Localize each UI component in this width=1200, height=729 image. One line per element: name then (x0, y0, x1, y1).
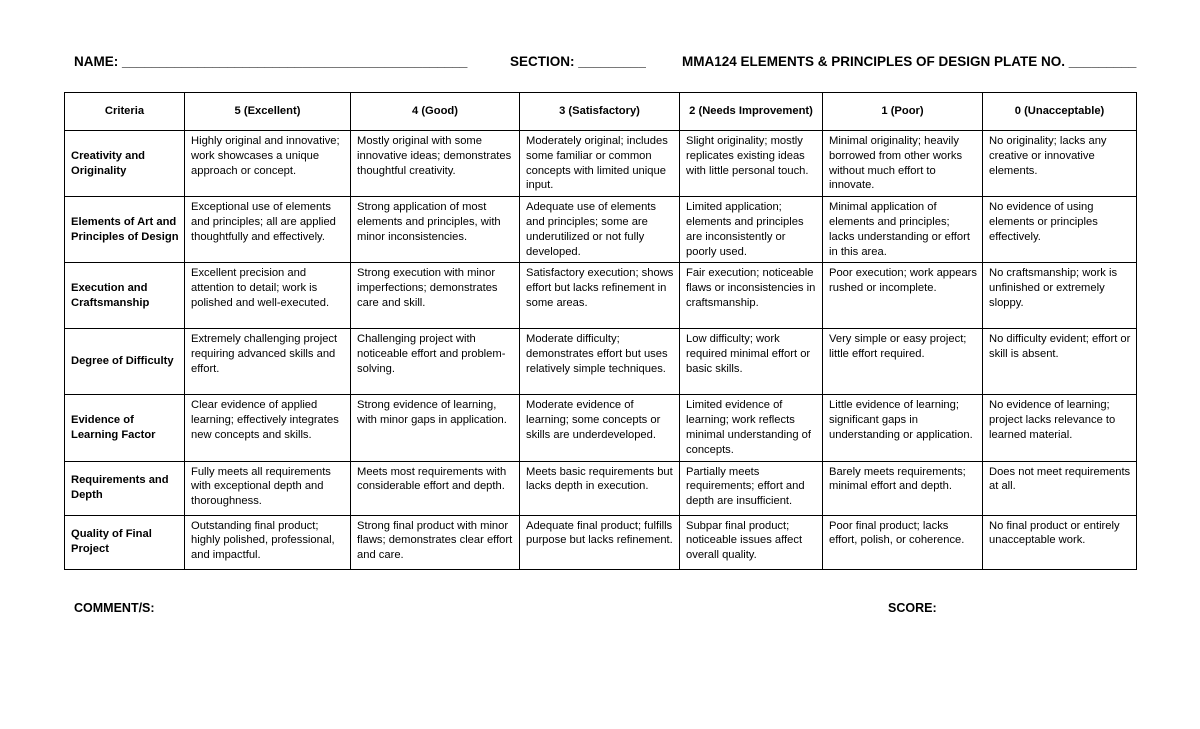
column-header: 5 (Excellent) (185, 93, 351, 131)
table-header-row (65, 93, 1137, 131)
table-cell: Strong final product with minor flaws; demonstrates clear effort and care. (351, 515, 520, 569)
criteria-cell: Creativity and Originality (65, 131, 185, 197)
table-cell: Moderate evidence of learning; some concepts or skills are underdeveloped. (520, 395, 680, 461)
table-cell: Moderate difficulty; demonstrates effort but uses relatively simple techniques. (520, 329, 680, 395)
table-cell: Strong evidence of learning, with minor gaps in application. (351, 395, 520, 461)
table-cell: No evidence of learning; project lacks relevance to learned material. (983, 395, 1137, 461)
column-header: 2 (Needs Improvement) (680, 93, 823, 131)
table-cell: Moderately original; includes some familiar or common concepts with limited unique input. (520, 131, 680, 197)
table-row (65, 197, 1137, 263)
criteria-cell: Degree of Difficulty (65, 329, 185, 395)
table-cell: No originality; lacks any creative or innovative elements. (983, 131, 1137, 197)
table-cell: No difficulty evident; effort or skill is absent. (983, 329, 1137, 395)
table-cell: Adequate use of elements and principles; some are underutilized or not fully developed. (520, 197, 680, 263)
table-cell: Exceptional use of elements and principles; all are applied thoughtfully and effectively. (185, 197, 351, 263)
table-cell: Outstanding final product; highly polished, professional, and impactful. (185, 515, 351, 569)
column-header: Criteria (65, 93, 185, 131)
column-header: 1 (Poor) (823, 93, 983, 131)
table-cell: Barely meets requirements; minimal effort and depth. (823, 461, 983, 515)
table-cell: Poor execution; work appears rushed or incomplete. (823, 263, 983, 329)
column-header: 4 (Good) (351, 93, 520, 131)
criteria-cell: Quality of Final Project (65, 515, 185, 569)
table-cell: Fair execution; noticeable flaws or inconsistencies in craftsmanship. (680, 263, 823, 329)
table-cell: Meets basic requirements but lacks depth in execution. (520, 461, 680, 515)
table-row (65, 395, 1137, 461)
table-cell: Subpar final product; noticeable issues affect overall quality. (680, 515, 823, 569)
table-cell: Minimal application of elements and principles; lacks understanding or effort in this area. (823, 197, 983, 263)
table-cell: Minimal originality; heavily borrowed from other works without much effort to innovate. (823, 131, 983, 197)
table-cell: Meets most requirements with considerable effort and depth. (351, 461, 520, 515)
criteria-cell: Evidence of Learning Factor (65, 395, 185, 461)
table-cell: Does not meet requirements at all. (983, 461, 1137, 515)
table-cell: Limited application; elements and principles are inconsistently or poorly used. (680, 197, 823, 263)
table-cell: Low difficulty; work required minimal effort or basic skills. (680, 329, 823, 395)
table-row (65, 131, 1137, 197)
criteria-cell: Requirements and Depth (65, 461, 185, 515)
section-field-label: SECTION: _________ (510, 54, 646, 69)
score-label: SCORE: (888, 601, 937, 615)
column-header: 3 (Satisfactory) (520, 93, 680, 131)
document-header (74, 54, 1137, 74)
table-row (65, 329, 1137, 395)
table-cell: Very simple or easy project; little effort required. (823, 329, 983, 395)
course-plate-title: MMA124 ELEMENTS & PRINCIPLES OF DESIGN PLATE NO. _________ (682, 54, 1137, 69)
table-cell: Little evidence of learning; significant gaps in understanding or application. (823, 395, 983, 461)
table-cell: Satisfactory execution; shows effort but lacks refinement in some areas. (520, 263, 680, 329)
column-header: 0 (Unacceptable) (983, 93, 1137, 131)
table-cell: Slight originality; mostly replicates existing ideas with little personal touch. (680, 131, 823, 197)
name-field-label: NAME: ______________________________________________ (74, 54, 468, 69)
table-cell: Adequate final product; fulfills purpose but lacks refinement. (520, 515, 680, 569)
table-cell: Fully meets all requirements with exceptional depth and thoroughness. (185, 461, 351, 515)
comments-label: COMMENT/S: (74, 601, 155, 615)
table-cell: Challenging project with noticeable effort and problem-solving. (351, 329, 520, 395)
criteria-cell: Execution and Craftsmanship (65, 263, 185, 329)
rubric-table (64, 92, 1137, 570)
table-cell: Excellent precision and attention to detail; work is polished and well-executed. (185, 263, 351, 329)
table-cell: Partially meets requirements; effort and depth are insufficient. (680, 461, 823, 515)
table-cell: No evidence of using elements or principles effectively. (983, 197, 1137, 263)
table-row (65, 515, 1137, 569)
table-cell: Clear evidence of applied learning; effectively integrates new concepts and skills. (185, 395, 351, 461)
table-cell: No craftsmanship; work is unfinished or extremely sloppy. (983, 263, 1137, 329)
table-cell: Limited evidence of learning; work reflects minimal understanding of concepts. (680, 395, 823, 461)
table-row (65, 263, 1137, 329)
table-cell: Highly original and innovative; work showcases a unique approach or concept. (185, 131, 351, 197)
table-row (65, 461, 1137, 515)
table-cell: Poor final product; lacks effort, polish, or coherence. (823, 515, 983, 569)
table-cell: Mostly original with some innovative ideas; demonstrates thoughtful creativity. (351, 131, 520, 197)
criteria-cell: Elements of Art and Principles of Design (65, 197, 185, 263)
table-cell: No final product or entirely unacceptable work. (983, 515, 1137, 569)
table-cell: Strong execution with minor imperfections; demonstrates care and skill. (351, 263, 520, 329)
table-cell: Strong application of most elements and principles, with minor inconsistencies. (351, 197, 520, 263)
table-cell: Extremely challenging project requiring advanced skills and effort. (185, 329, 351, 395)
